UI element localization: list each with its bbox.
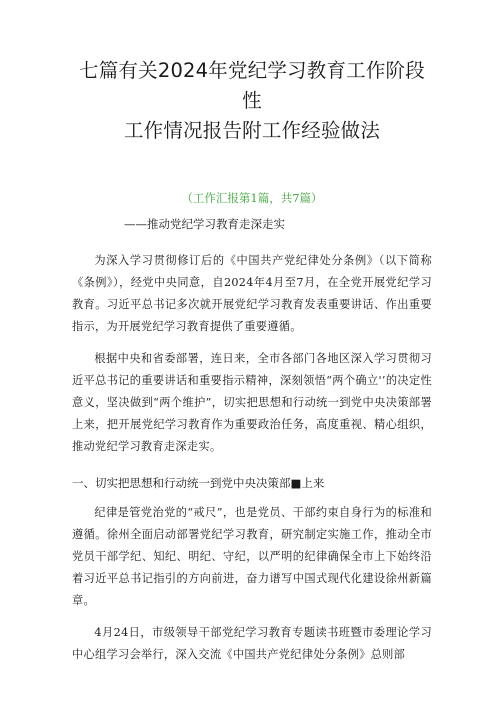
title-line-2: 工作情况报告附工作经验做法	[123, 119, 381, 142]
intro-paragraph-2: 根据中央和省委部署，连日来，全市各部门各地区深入学习贯彻习近平总书记的重要讲话和重要指示精神，深刻领悟“两个确立'’的决定性意义，坚决做到“两个维护”，切实把思想和行动统一到党中央决策部署上来，把开展党纪学习教育作为重要政治任务，高度重视、精心组织，推动党纪学习教育走深走实。	[72, 352, 432, 453]
series-note: （工作汇报第1篇，共7篇）	[181, 191, 323, 205]
section-1-paragraph-2: 4月24日，市级领导干部党纪学习教育专题读书班暨市委理论学习中心组学习会举行，深入交流《中国共产党纪律处分条例》总则部	[72, 626, 432, 661]
title-line-1: 七篇有关2024年党纪学习教育工作阶段性	[79, 59, 425, 112]
tagline: ——推动党纪学习教育走深走实	[124, 217, 285, 231]
document-title	[72, 56, 432, 146]
section-1-heading: 一、切实把思想和行动统一到党中央决策部■上来	[72, 476, 325, 490]
intro-paragraph-1: 为深入学习贯彻修订后的《中国共产党纪律处分条例》（以下简称《条例》），经党中央同意，自2024年4月至7月，在全党开展党纪学习教育。习近平总书记多次就开展党纪学习教育发表重要讲话、作出重要指示，为开展党纪学习教育提供了重要遵循。	[72, 254, 432, 333]
section-1-paragraph-1: 纪律是管党治党的“戒尺”，也是党员、干部约束自身行为的标准和遵循。徐州全面启动部署党纪学习教育，研究制定实施工作，推动全市党员干部学纪、知纪、明纪、守纪，以严明的纪律确保全市上下始终沿着习近平总书记指引的方向前进，奋力谱写中国式现代化建设徐州新篇章。	[72, 506, 432, 607]
